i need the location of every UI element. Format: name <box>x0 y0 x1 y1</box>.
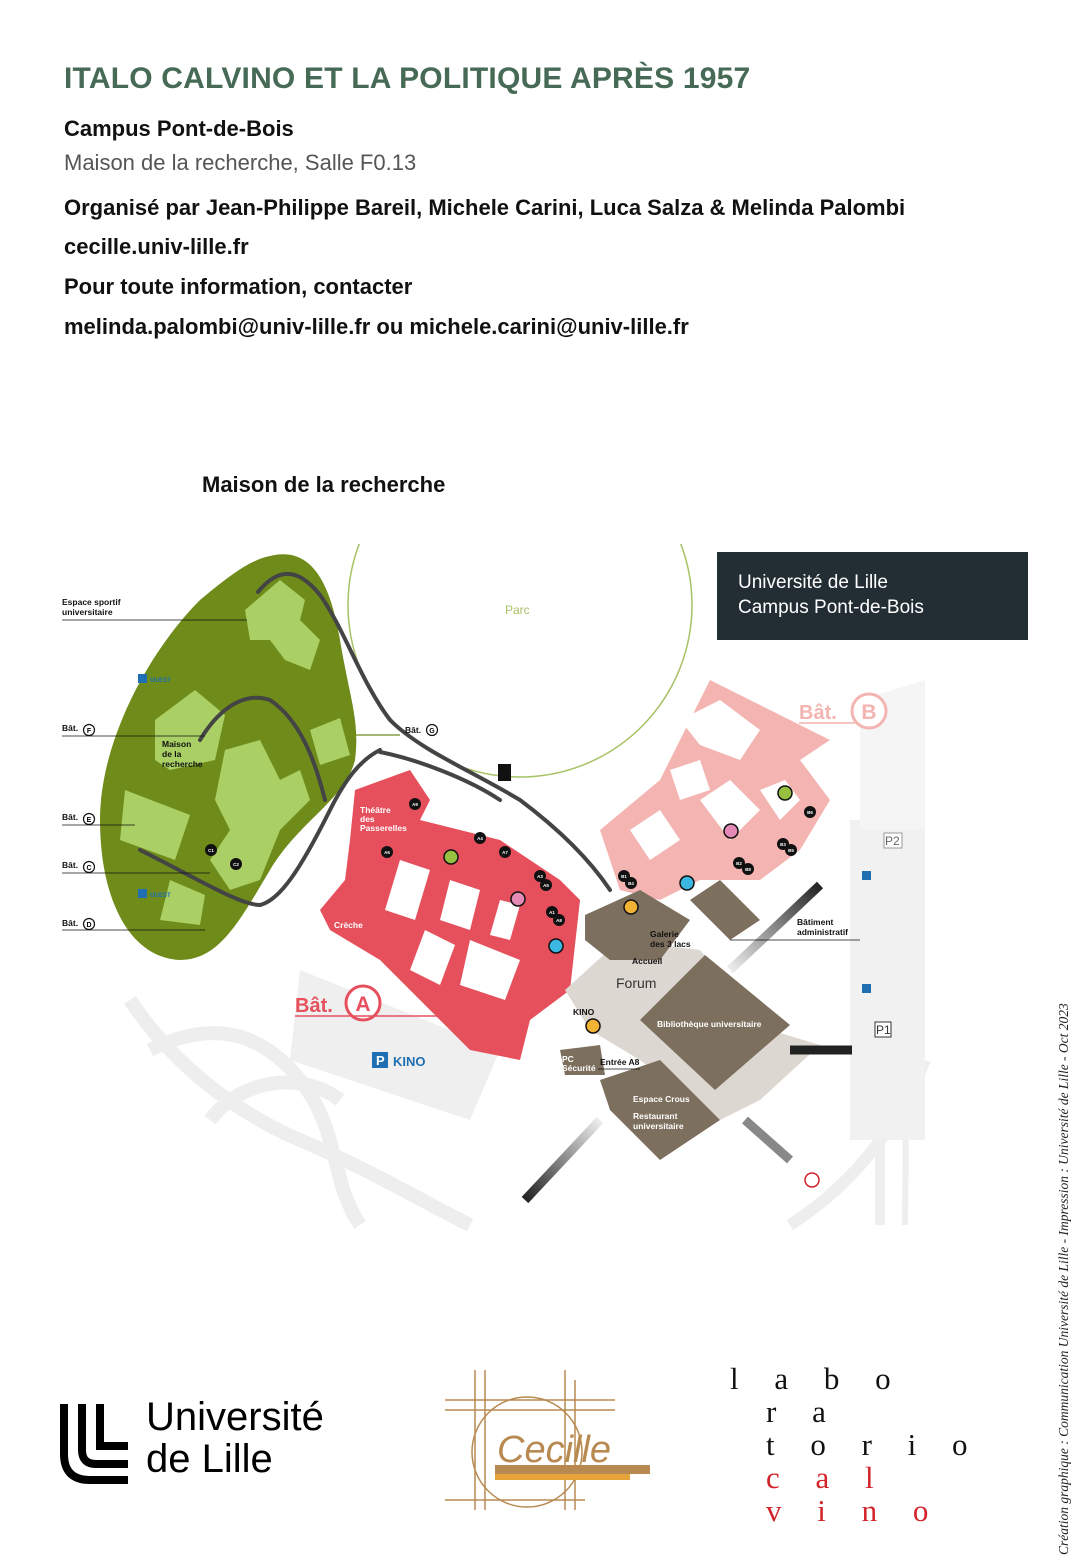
label-galerie-1: Galerie <box>650 929 679 939</box>
cecille-logo <box>445 1370 655 1520</box>
svg-text:B2: B2 <box>736 861 742 866</box>
bat-b-letter: B <box>861 701 877 724</box>
svg-text:B8: B8 <box>745 867 751 872</box>
labo-line1: l a b o <box>730 1361 905 1396</box>
parking-east-area <box>850 820 925 1140</box>
parking-kino: KINO <box>393 1054 426 1069</box>
parking-ouest-top: OUEST <box>150 678 171 684</box>
white-mask-top <box>330 500 710 544</box>
contact-emails[interactable]: melinda.palombi@univ-lille.fr ou michele.carini@univ-lille.fr <box>64 314 689 339</box>
bat-a-letter: A <box>355 993 371 1016</box>
letter-f: F <box>86 728 92 735</box>
bat-a-label: Bât. <box>295 995 333 1017</box>
campus-name: Campus Pont-de-Bois <box>64 116 294 141</box>
svg-text:C1: C1 <box>208 848 214 853</box>
entrance-marker <box>498 764 511 781</box>
ul-line1: Université <box>146 1395 324 1439</box>
parc-label: Parc <box>505 603 530 617</box>
parking-p1: P1 <box>876 1023 891 1037</box>
svg-text:B1: B1 <box>621 874 627 879</box>
label-batiment-1: Bâtiment <box>797 917 834 927</box>
label-maison-3: recherche <box>162 759 203 769</box>
label-espace-sportif: Espace sportif <box>62 597 121 607</box>
walkway-se <box>745 1120 790 1160</box>
label-batiment-2: administratif <box>797 927 849 937</box>
svg-text:A1: A1 <box>549 910 555 915</box>
campus-box-line2: Campus Pont-de-Bois <box>738 597 924 618</box>
letter-d: D <box>86 922 92 929</box>
labo-line5: v i n o <box>766 1493 943 1528</box>
label-bibliotheque: Bibliothèque universitaire <box>657 1019 762 1029</box>
admin-block <box>690 880 760 940</box>
label-theatre-1: Théâtre <box>360 805 391 815</box>
svg-text:A4: A4 <box>477 836 483 841</box>
label-forum: Forum <box>616 975 657 991</box>
svg-text:A6: A6 <box>384 850 390 855</box>
letter-c: C <box>86 865 92 872</box>
parking-ouest-bottom: OUEST <box>150 893 171 899</box>
svg-text:A5: A5 <box>543 883 549 888</box>
ul-line2: de Lille <box>146 1437 273 1481</box>
svg-text:A9: A9 <box>412 802 418 807</box>
label-bat-d: Bât. <box>62 918 79 928</box>
label-creche: Crèche <box>334 920 363 930</box>
page-title: ITALO CALVINO ET LA POLITIQUE APRÈS 1957 <box>64 62 751 95</box>
ul-logo-text <box>146 1396 324 1480</box>
campus-box <box>717 552 1028 640</box>
label-crous-3: universitaire <box>633 1121 684 1131</box>
room-location: Maison de la recherche, Salle F0.13 <box>64 150 417 175</box>
contact-intro: Pour toute information, contacter <box>64 274 413 299</box>
bat-b-label: Bât. <box>799 702 837 724</box>
svg-text:B3: B3 <box>780 842 786 847</box>
label-bat-e: Bât. <box>62 812 79 822</box>
svg-text:C2: C2 <box>233 862 239 867</box>
label-bat-f: Bât. <box>62 723 79 733</box>
ul-logo-icon <box>60 1400 132 1484</box>
svg-text:A7: A7 <box>502 850 508 855</box>
label-crous-1: Espace Crous <box>633 1094 690 1104</box>
label-galerie-2: des 3 lacs <box>650 939 691 949</box>
svg-text:B6: B6 <box>807 810 813 815</box>
label-pc-1: PC <box>562 1054 574 1064</box>
label-bat-g: Bât. <box>405 725 422 735</box>
label-accueil: Accueil <box>632 956 663 966</box>
cecille-text: Cecille <box>497 1429 612 1471</box>
label-entree: Entrée A8 <box>600 1057 640 1067</box>
label-theatre-2: des <box>360 814 375 824</box>
website-link[interactable]: cecille.univ-lille.fr <box>64 234 249 259</box>
credit-text: Création graphique : Communication Université de Lille - Impression : Université de Lille - Oct 2023 <box>1056 1003 1071 1555</box>
label-theatre-3: Passerelles <box>360 823 407 833</box>
campus-box-line1: Université de Lille <box>738 572 888 593</box>
label-pc-2: Sécurité <box>562 1063 596 1073</box>
svg-text:A8: A8 <box>556 918 562 923</box>
svg-text:A3: A3 <box>537 874 543 879</box>
labo-line3: t o r i o <box>766 1427 982 1462</box>
parking-p2: P2 <box>885 834 900 848</box>
labo-line2: r a <box>766 1394 840 1429</box>
maison-callout: Maison de la recherche <box>202 472 446 497</box>
letter-g: G <box>429 728 435 735</box>
svg-text:P: P <box>376 1053 385 1068</box>
label-maison-1: Maison <box>162 739 192 749</box>
label-kino: KINO <box>573 1007 595 1017</box>
label-crous-2: Restaurant <box>633 1111 678 1121</box>
metro-icon <box>805 1173 819 1187</box>
label-universitaire: universitaire <box>62 607 113 617</box>
label-maison-2: de la <box>162 749 182 759</box>
letter-e: E <box>86 817 92 824</box>
organizers: Organisé par Jean-Philippe Bareil, Michele Carini, Luca Salza & Melinda Palombi <box>64 195 906 220</box>
labo-line4: c a l <box>766 1460 888 1495</box>
walkway-sw <box>525 1120 600 1200</box>
svg-text:B4: B4 <box>628 881 634 886</box>
label-bat-c: Bât. <box>62 860 79 870</box>
svg-text:B5: B5 <box>788 848 794 853</box>
